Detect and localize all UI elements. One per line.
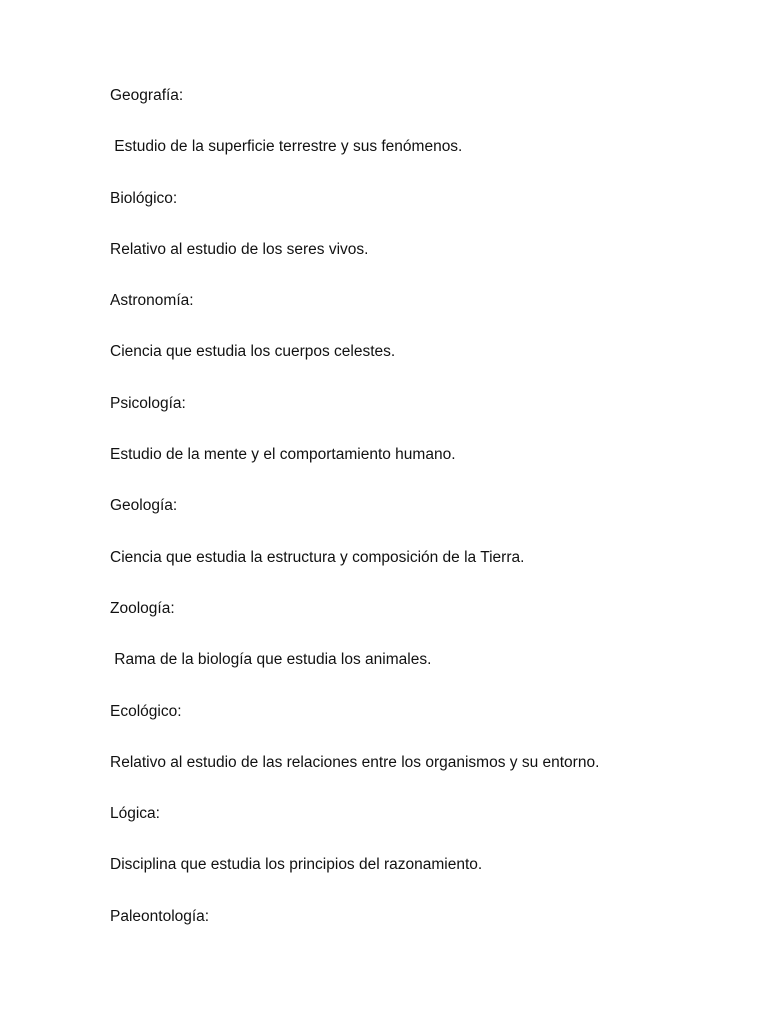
term-heading: Astronomía: <box>110 292 194 310</box>
term-heading: Biológico: <box>110 189 178 207</box>
term-definition: Disciplina que estudia los principios del razonamiento. <box>110 856 483 874</box>
term-definition: Estudio de la mente y el comportamiento humano. <box>110 446 456 464</box>
term-heading: Psicología: <box>110 394 186 412</box>
term-definition: Relativo al estudio de los seres vivos. <box>110 240 369 258</box>
term-definition: Estudio de la superficie terrestre y sus fenómenos. <box>110 138 463 156</box>
term-definition: Relativo al estudio de las relaciones entre los organismos y su entorno. <box>110 753 600 771</box>
term-heading: Lógica: <box>110 805 160 823</box>
term-heading: Geología: <box>110 497 178 515</box>
term-definition: Rama de la biología que estudia los animales. <box>110 651 432 669</box>
term-definition: Ciencia que estudia la estructura y composición de la Tierra. <box>110 548 525 566</box>
term-heading: Geografía: <box>110 87 184 104</box>
term-definition: Ciencia que estudia los cuerpos celestes. <box>110 343 396 361</box>
term-heading: Zoología: <box>110 599 175 617</box>
term-heading: Paleontología: <box>110 907 210 925</box>
term-heading: Ecológico: <box>110 702 182 720</box>
glossary-list <box>110 85 710 957</box>
